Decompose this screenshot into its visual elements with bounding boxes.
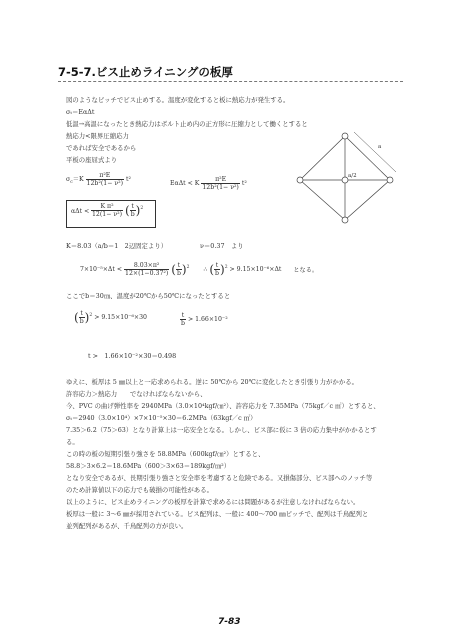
body-line: 板厚は一般に 3〜6 ㎜が採用されている。ビス配列は、一般に 400〜700 ㎜ピッチで、配列は千鳥配列と	[66, 510, 369, 518]
intro-line: 低温→高温になったとき熱応力はボルト止め内の正方形に圧縮力として働くとすると	[66, 120, 308, 128]
body-line: 58.8＞3×6.2＝18.6MPa（600＞3×63＝189kgf/㎝²）	[66, 462, 231, 470]
body-line: この時の板の短期引張り強さを 58.8MPa（600kgf/㎝²）とすると、	[66, 450, 265, 458]
paren-right: )	[220, 262, 225, 277]
body-line: 以上のように、ビス止めライニングの板厚を計算で求めるには問題があるが注意しなければならない。	[66, 498, 360, 506]
fraction-numerator: K π²	[91, 203, 123, 211]
bolt-hole	[297, 177, 303, 183]
ineq-rhs: > 9.15×10⁻⁶×Δt	[229, 266, 282, 273]
intro-line: σₜ＝EαΔt	[66, 108, 95, 116]
therefore-symbol: ∴	[203, 266, 208, 273]
sigma-subscript: c	[70, 180, 73, 186]
b-symbol: b	[130, 211, 135, 218]
body-line: 許容応力＞熱応力 でなければならないから、	[66, 390, 207, 398]
diagram-edge	[300, 180, 345, 220]
t-symbol: t	[131, 203, 134, 210]
buckling-formula: $\sigma_c=K$ $\frac{\text{π²E}}{\text{12b²(1− ν²)}}$ t²	[66, 172, 131, 187]
boxed-formula	[66, 200, 156, 228]
t-over-b	[180, 312, 186, 327]
inequality-row	[80, 262, 318, 277]
b-symbol: b	[181, 320, 185, 327]
dimension-line	[354, 132, 396, 172]
nu-constant: ν＝0.37 より	[200, 242, 244, 250]
t-symbol: t	[181, 312, 185, 319]
t-symbol: t	[177, 262, 181, 269]
fraction-numerator: 8.03×π²	[124, 262, 169, 270]
k-symbol: K	[78, 176, 84, 183]
body-line: のため計算値以下の応力でも破損の可能性がある。	[66, 486, 213, 494]
condition-text: ここでb＝30㎝、温度が20℃から50℃になったとすると	[66, 292, 231, 300]
side-label: a	[378, 144, 382, 150]
t-symbol: t	[80, 310, 83, 317]
fraction-denominator: 12(1− ν²)	[92, 211, 123, 218]
body-line: 並列配列があるが、千鳥配列の方が良い。	[66, 522, 188, 530]
fraction-numerator: π²E	[201, 176, 239, 184]
t-squared: t²	[126, 176, 131, 183]
body-line: σₜ＝2940（3.0×10⁴）×7×10⁻⁵×30＝6.2MPa（63kgf／c ㎡）	[66, 414, 257, 422]
result-1-value: > 9.15×10⁻⁶×30	[94, 314, 147, 321]
heading-underline	[58, 81, 403, 82]
fraction-denominator: 12b²(1− ν²)	[202, 184, 239, 191]
b-symbol: b	[215, 270, 219, 277]
paren-right: )	[181, 262, 187, 277]
exponent: 2	[140, 205, 144, 211]
thickness-result: t > 1.66×10⁻²×30＝0.498	[88, 352, 177, 360]
section-heading: 7-5-7.ビス止めライニングの板厚	[58, 65, 233, 79]
k-constant: K＝8.03（a/b＝1 2辺固定より）	[66, 242, 168, 250]
buckling-inequality	[170, 176, 247, 191]
bolt-hole	[342, 217, 348, 223]
fraction	[91, 203, 123, 218]
result-row-2	[180, 312, 228, 327]
fraction-numerator: π²E	[86, 172, 124, 180]
b-symbol: b	[176, 270, 181, 277]
fraction	[201, 176, 239, 191]
e-alpha-term: EαΔt <	[170, 180, 193, 187]
intro-line: 熱応力<限界圧縮応力	[66, 132, 129, 140]
boxed-fraction-wrap	[91, 203, 143, 218]
paren-left: (	[209, 262, 215, 277]
b-symbol: b	[79, 318, 84, 325]
body-line: 7.35＞6.2（75＞63）となり計算上は一応安全となる。しかし、ビス部に仮に 3 倍の応力集中がかかるとす	[66, 426, 377, 434]
paren-right: )	[135, 203, 141, 218]
fraction-denominator: 12b²(1− ν²)	[86, 180, 124, 187]
body-line: ゆえに、板厚は 5 ㎜以上と一応求められる。逆に 50℃から 20℃に変化したとき引張り力がかかる。	[66, 378, 358, 386]
body-line: 今、PVC の曲げ弾性率を 2940MPa（3.0×10⁴kgf/㎝²）、許容応力を 7.35MPa（75kgf／c ㎡）とすると、	[66, 402, 380, 410]
bolt-hole	[387, 177, 393, 183]
page-number: 7-83	[218, 617, 241, 627]
result-row-1	[74, 310, 147, 325]
ineq-lhs: 7×10⁻⁵×Δt <	[80, 266, 123, 273]
intro-line: 平板の座屈式より	[66, 156, 118, 164]
paren-left: (	[74, 310, 79, 325]
diagram-edge	[345, 180, 390, 220]
intro-line: 図のようなピッチでビス止めする。温度が変化すると板に熱応力が発生する。	[66, 96, 290, 104]
body-line: る。	[66, 438, 79, 446]
alpha-dt-term: αΔt <	[71, 208, 90, 215]
paren-left: (	[125, 203, 130, 218]
intro-line: であれば安全であるから	[66, 144, 137, 152]
fraction	[86, 172, 124, 187]
diagram-edge	[300, 136, 345, 180]
t-squared: t²	[241, 180, 247, 187]
result-2-value: > 1.66×10⁻²	[187, 316, 228, 323]
paren-right: )	[84, 310, 90, 325]
bolt-pitch-diagram	[290, 128, 400, 228]
bolt-hole	[342, 133, 348, 139]
fraction-denominator: 12×(1−0.37²)	[125, 270, 169, 277]
tonaru-text: となる。	[293, 267, 319, 274]
exponent: 2	[186, 264, 190, 270]
body-line: となり安全であるが、長期引張り強さと安全率を考慮すると危険である。又損傷部分、ビス部へのノッチ等	[66, 474, 373, 482]
center-label: a/2	[348, 173, 357, 179]
fraction	[124, 262, 169, 277]
exponent: 2	[224, 264, 228, 270]
t-symbol: t	[215, 262, 219, 269]
paren-left: (	[171, 262, 176, 277]
k-symbol: K	[194, 180, 200, 187]
exponent: 2	[89, 312, 93, 318]
sigma-symbol: σ	[66, 176, 71, 183]
